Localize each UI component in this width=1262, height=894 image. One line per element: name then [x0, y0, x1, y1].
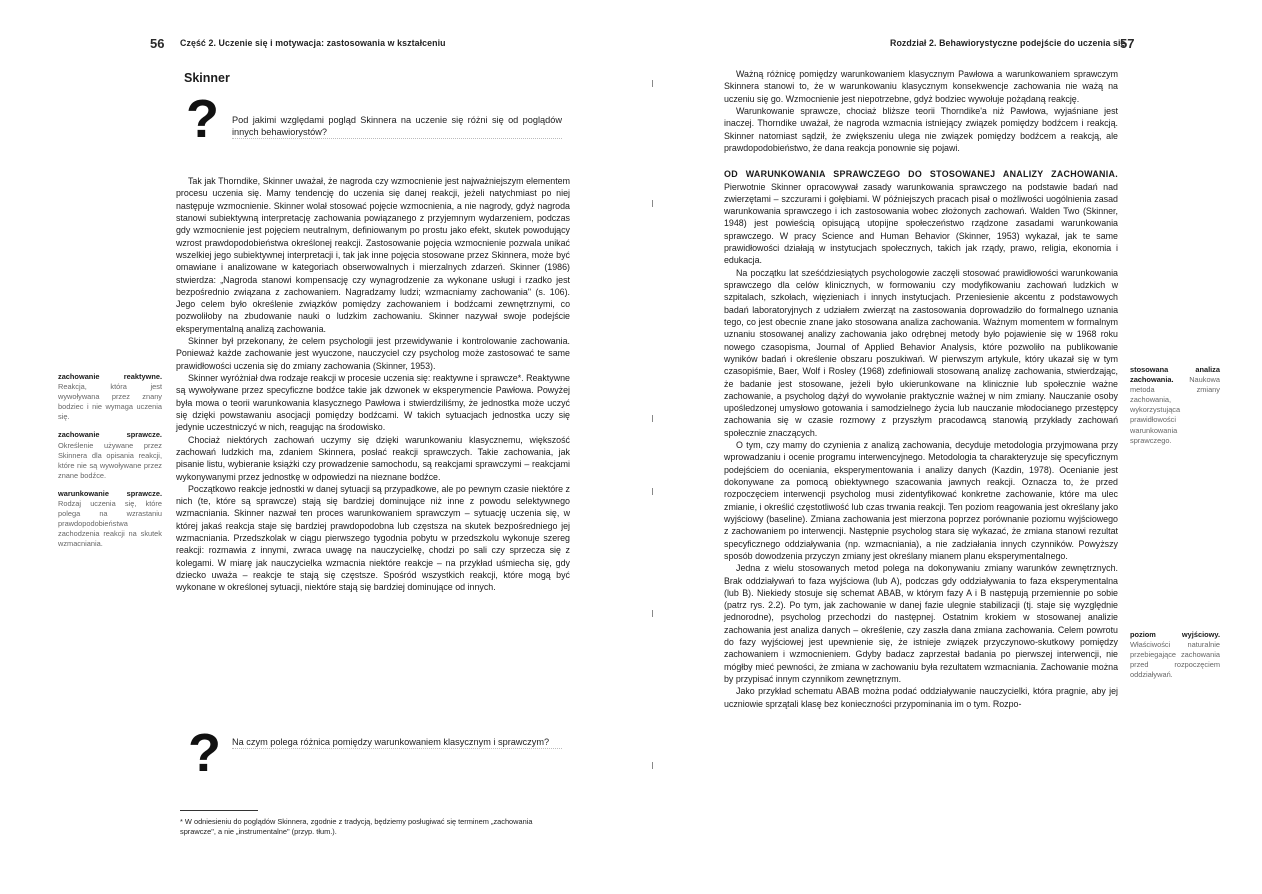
page-number: 57 — [1120, 36, 1135, 51]
footnote: * W odniesieniu do poglądów Skinnera, zgodnie z tradycją, będziemy posługiwać się terminem „zachowania sprawcze", a nie „instrumentalne" (przyp. tłum.). — [180, 817, 533, 837]
right-margin-glossary-2 — [1130, 630, 1220, 688]
paragraph: Na początku lat sześćdziesiątych psychologowie zaczęli stosować prawidłowości warunkowania sprawczego dla celów klinicznych, w formowaniu czy modyfikowaniu zachowań ludzkich w szpitalach, szkołach, więzieniach i innych instytucjach. Przeniesienie akcentu z podstawowych badań laboratoryjnych z udziałem zwierząt na zastosowania doprowadziło do formalnego uznania tego, co jest obecnie znane jako stosowana analiza zachowania. Ważnym momentem w formalnym uznaniu stosowanej analizy zachowania jako odrębnej metody było pojawienie się w 1968 roku nowego czasopisma, Journal of Applied Behavior Analysis, które pozwoliło na publikowanie wyników badań i określenie obszaru poszukiwań. W pierwszym artykule, który ukazał się w tym czasopiśmie, Baer, Wolf i Rosley (1968) zdefiniowali stosowaną analizę zachowania, stwierdzając, że badanie jest stosowane, jeżeli było ukierunkowane na klinicznie lub społecznie ważne zachowanie, a psycholog dążył do wywołanie praktycznie ważnej w nim zmiany. Nauczanie osoby upośledzonej umysłowo gotowania i samodzielnego życia lub nauczanie młodocianego przestępcy zachowania się w czasie rozmowy z przyszłym pracodawcą stanowią przykłady zachowań społecznie znaczących. — [724, 267, 1118, 438]
running-head: Rozdział 2. Behawiorystyczne podejście do uczenia się — [890, 38, 1126, 48]
paragraph: Skinner wyróżniał dwa rodzaje reakcji w procesie uczenia się: reaktywne i sprawcze*. Reaktywne są wywoływane przez specyficzne bodźce takie jak dzwonek w eksperymencie Pawłowa. Powyżej była mowa o teorii warunkowania klasycznego Pawłowa i stwierdziliśmy, że jednostka może uczyć się dzięki powstawaniu asocjacji pomiędzy bodźcami. W takich sytuacjach jednostka uczy się jedynie uczestniczyć w nich, reagując na środowisko. — [176, 373, 570, 433]
paragraph: Ważną różnicę pomiędzy warunkowaniem klasycznym Pawłowa a warunkowaniem sprawczym Skinnera stanowi to, że w warunkowaniu klasycznym konsekwencje zachowania nie ważą na uczeniu się go. Wzmocnienie jest niepotrzebne, gdyż bodziec wywołuje pożądaną reakcję. — [724, 69, 1118, 104]
left-margin-glossary — [58, 372, 162, 558]
glossary-entry — [1130, 630, 1220, 680]
paragraph: Jedna z wielu stosowanych metod polega na dokonywaniu zmiany warunków zewnętrznych. Brak oddziaływań to faza wyjściowa (lub A), podczas gdy oddziaływania to faza eksperymentalna (lub B). Niekiedy stosuje się schemat ABAB, w którym fazy A i B następują przemiennie po sobie (patrz rys. 2.2). Po tym, jak zachowanie w danej fazie ulegnie stabilizacji (tj. staje się wyzględnie jednorodne), psycholog przechodzi do następnej. Ostatnim krokiem w stosowanej analizie zachowania jest analiza danych – określenie, czy zaszła dana zmiana zachowania. Celem powrotu do fazy wyjściowej jest upewnienie się, że istnieje związek przyczynowo-skutkowy pomiędzy zachowaniem i wzmocnieniem. Gdyby badacz zaprzestał badania po pierwszej interwencji, nie mógłby mieć pewności, że zmiana w zachowaniu była rezultatem wzmacniania. Zachowanie można by przypisać innym czynnikom zewnętrznym. — [724, 563, 1118, 684]
glossary-definition: Naukowa metoda zmiany zachowania, wykorzystująca prawidłowości warunkowania sprawczego. — [1130, 375, 1220, 445]
right-margin-glossary-1 — [1130, 365, 1220, 454]
glossary-definition: Rodzaj uczenia się, które polega na wzrastaniu prawdopodobieństwa zachodzenia reakcji na skutek wzmacniania. — [58, 499, 162, 549]
paragraph: Skinner był przekonany, że celem psychologii jest przewidywanie i kontrolowanie zachowania. Ponieważ każde zachowanie jest wyuczone, nauczyciel czy psycholog może zastosować te same prawidłowości uczenia się do zmiany zachowania (Skinner, 1953). — [176, 336, 570, 371]
glossary-entry — [58, 372, 162, 422]
glossary-definition: Określenie używane przez Skinnera dla opisania reakcji, które nie są wywoływane przez znane bodźce. — [58, 440, 162, 480]
running-head: Część 2. Uczenie się i motywacja: zastosowania w kształceniu — [180, 38, 446, 48]
paragraph: Tak jak Thorndike, Skinner uważał, że nagroda czy wzmocnienie jest najważniejszym elementem procesu uczenia się. Mamy tendencję do uczenia się danej reakcji, jeżeli natychmiast po niej następuje wzmocnienie. Skinner wolał stosować pojęcie wzmocnienia, a nie nagrody, gdyż nagroda stanowi subiektywną interpretację zachowania powiązanego z przyjemnym wydarzeniem, podczas gdy wzmocnienie jest pojęciem neutralnym, definiowanym po prostu jako efekt, skutek powodujący wzrost prawdopodobieństwa określonej reakcji. Zastosowanie pojęcia wzmocnienie pozwala unikać wszelkiej jego subiektywnej interpretacji i, tak jak inne pojęcia stosowane przez Skinnera, może być omawiane i analizowane w kategoriach obserwowalnych i mierzalnych zdarzeń. Skinner (1986) stwierdza: „Nagroda stanowi kompensację czy wynagrodzenie za wykonane usługi i rzadko jest bezpośrednio związana z zachowaniem. Nagradzamy ludzi; wzmacniamy zachowania" (s. 106). Jego celem było określenie związków pomiędzy zachowaniem i bodźcami zewnętrznymi, co pozwoliłoby na zbudowanie nauki o ludzkim zachowaniu. Skinner nazywał swoje podejście eksperymentalną analizą zachowania. — [176, 176, 570, 334]
paragraph: Początkowo reakcje jednostki w danej sytuacji są przypadkowe, ale po pewnym czasie niektóre z nich (te, które są sprawcze) stają się bardziej dominujące niż inne z powodu selektywnego wzmacniania. Skinner nazwał ten proces warunkowaniem sprawczym – sytuację uczenia się, w której jakaś reakcja staje się bardziej prawdopodobna lub częstsza na skutek bezpośredniego jej wzmacniania. Przedszkolak w ciągu pierwszego tygodnia pobytu w przedszkolu wykonuje szereg reakcji: rozmawia z innymi, zwraca uwagę na nauczycielkę, chodzi po sali czy sprzecza się z kolegami. W miarę jak nauczycielka wzmacnia niektóre reakcje – na przykład uśmiecha się, gdy dziecko uważa – reakcje te stają się częstsze. Spośród wszystkich reakcji, które mogą być wykonane w określonej sytuacji, niektóre stają się bardziej dominujące od innych. — [176, 483, 570, 593]
glossary-term: zachowanie sprawcze. — [58, 430, 162, 440]
glossary-term: poziom wyjściowy. — [1130, 630, 1220, 639]
glossary-entry — [1130, 365, 1220, 446]
paragraph: Warunkowanie sprawcze, chociaż bliższe teorii Thorndike'a niż Pawłowa, wyjaśniane jest inaczej. Thorndike uważał, że nagroda wzmacnia istniejący związek pomiędzy bodźcem i reakcją. Skinner natomiast sądził, że zwiększeniu ulega nie związek pomiędzy bodźcem a reakcją, ale prawdopodobieństwo, że dana reakcja ponownie się pojawi. — [724, 105, 1118, 153]
glossary-term: zachowanie reaktywne. — [58, 372, 162, 381]
paragraph: Chociaż niektórych zachowań uczymy się dzięki warunkowaniu klasycznemu, większość zachowań ludzkich ma, zdaniem Skinnera, posłać reakcji sprawczych. Takie zachowania, jak pisanie listu, wybieranie książki czy prowadzenie samochodu, są reakcjami sprawczymi – reakcjami wykonywanymi przez jednostkę w odpowiedzi na nieznane bodźce. — [176, 434, 570, 482]
question-mark-icon: ? — [186, 89, 219, 149]
glossary-term: warunkowanie sprawcze. — [58, 488, 162, 498]
review-question-2: Na czym polega różnica pomiędzy warunkowaniem klasycznym i sprawczym? — [232, 736, 562, 749]
question-mark-icon: ? — [188, 723, 221, 783]
glossary-term: stosowana analiza zachowania. — [1130, 365, 1220, 385]
review-question-1: Pod jakimi względami pogląd Skinnera na uczenie się różni się od poglądów innych behawiorystów? — [232, 114, 562, 139]
paragraph-text: Pierwotnie Skinner opracowywał zasady warunkowania sprawczego na podstawie badań nad zwierzętami – szczurami i gołębiami. W późniejszych pracach pisał o możliwości uogólnienia zasad warunkowania sprawczego i ich zastosowania wobec złożonych zachowań. Walden Two (Skinner, 1948) jest powieścią opisującą utopijne społeczeństwo rządzone zasadami warunkowania sprawczego. W pracy Science and Human Behavior (Skinner, 1953) wykazał, jak te same prawidłowości działają w instytucjach społecznych, takich jak rządy, prawo, religia, ekonomia i edukacja. — [724, 181, 1118, 266]
subheading: OD WARUNKOWANIA SPRAWCZEGO DO STOSOWANEJ ANALIZY ZACHOWANIA. — [724, 169, 1118, 180]
right-page — [640, 0, 1262, 894]
paragraph: Jako przykład schematu ABAB można podać oddziaływanie nauczycielki, która pragnie, aby jej uczniowie sprzątali klasę bez konieczności przypominania im o tym. Rozpo- — [724, 686, 1118, 709]
paragraph: O tym, czy mamy do czynienia z analizą zachowania, decyduje metodologia przyjmowana przy wprowadzaniu i ocenie programu interwencyjnego. Metodologia ta charakteryzuje się specyficznym podejściem do oceniania, eksperymentowania i analizy danych (Kazdin, 1978). Ocenianie jest dokonywane za pomocą obiektywnego szacowania jawnych reakcji. Oznacza to, że przed rozpoczęciem interwencji psycholog musi zidentyfikować konkretne zachowanie, które ma ulec zmianie, i określić częstotliwość lub czas trwania reakcji. Ten poziom reagowania jest określany jako wyjściowy (baseline). Zmiana zachowania jest mierzona poprzez porównanie poziomu wyjściowego z zachowaniem po interwencji. Następnie psycholog stara się wykazać, że zmiana stanowi rezultat specyficznego oddziaływania (np. wzmacniania), a nie zadziałania innych czynników. Powyższy sposób dowodzenia przyczyn zmiany jest określany mianem planu eksperymentalnego. — [724, 440, 1118, 561]
glossary-entry — [58, 489, 162, 550]
right-body-text — [724, 68, 1118, 710]
page-number: 56 — [150, 36, 165, 51]
glossary-entry — [58, 430, 162, 480]
glossary-definition: Reakcja, która jest wywoływana przez znany bodziec i nie wymaga uczenia się. — [58, 382, 162, 422]
footnote-rule — [180, 810, 258, 811]
section-title: Skinner — [184, 71, 230, 85]
glossary-definition: Właściwości naturalnie przebiegające zachowania przed rozpoczęciem oddziaływań. — [1130, 640, 1220, 680]
left-body-text — [176, 175, 570, 594]
paragraph — [724, 168, 1118, 267]
